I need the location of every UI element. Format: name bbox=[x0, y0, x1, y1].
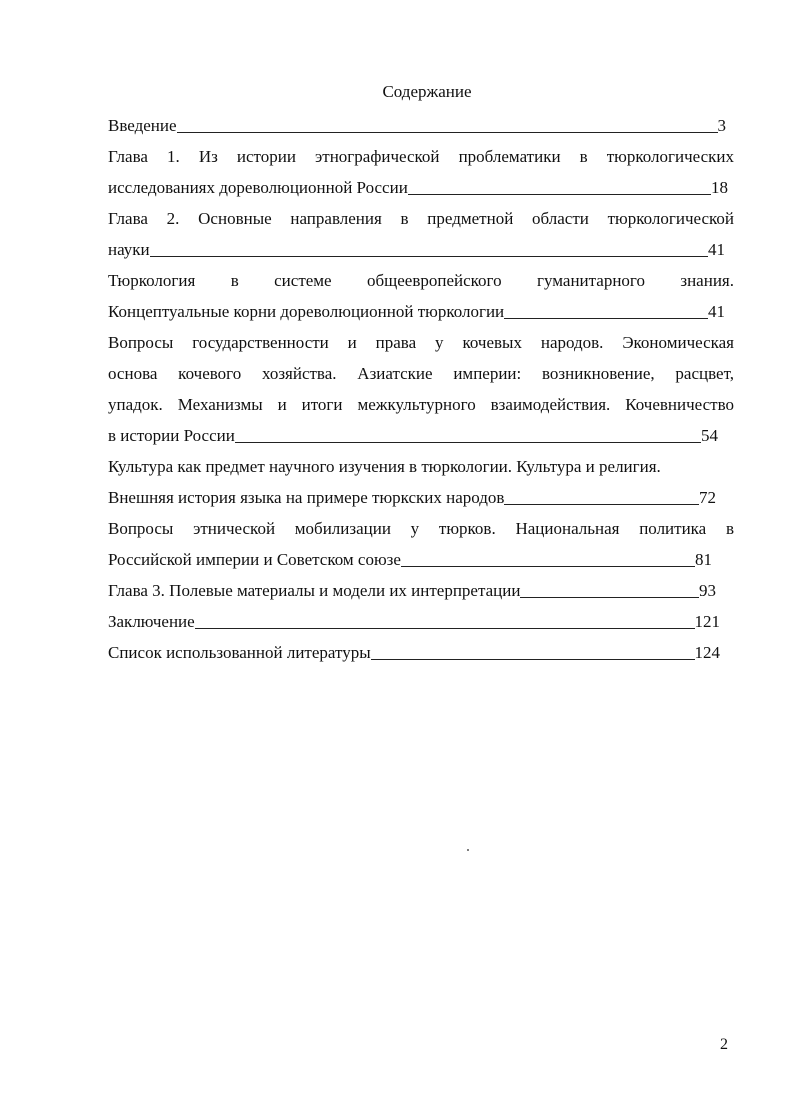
toc-entry-section-statehood[interactable] bbox=[108, 327, 734, 451]
toc-entry-last-line bbox=[108, 482, 716, 513]
toc-entry-text: Концептуальные корни дореволюционной тюркологии bbox=[108, 302, 505, 321]
toc-page-number: 18 bbox=[711, 178, 728, 197]
toc-entry-section-language[interactable] bbox=[108, 482, 734, 513]
toc-entry-text-line: Тюркология в системе общеевропейского гуманитарного знания. bbox=[108, 271, 734, 290]
toc-entry-conclusion[interactable] bbox=[108, 606, 734, 637]
toc-page-number: 121 bbox=[694, 612, 720, 631]
toc-entry-text: Внешняя история языка на примере тюркских народов bbox=[108, 488, 505, 507]
toc-entry-text-line: упадок. Механизмы и итоги межкультурного взаимодействия. Кочевничество bbox=[108, 395, 734, 414]
toc-leader-line bbox=[520, 597, 699, 598]
toc-entry-text: исследованиях дореволюционной России bbox=[108, 178, 408, 197]
toc-entry-section-mobilization[interactable] bbox=[108, 513, 734, 575]
toc-entry-bibliography[interactable] bbox=[108, 637, 734, 668]
toc-entry-text: Глава 3. Полевые материалы и модели их интерпретации bbox=[108, 581, 521, 600]
scan-speck bbox=[467, 849, 469, 851]
toc-leader-line bbox=[371, 659, 695, 660]
toc-entry-text: Список использованной литературы bbox=[108, 643, 371, 662]
toc-entry-chapter-3[interactable] bbox=[108, 575, 734, 606]
toc-entry-text: в истории России bbox=[108, 426, 235, 445]
toc-leader-line bbox=[235, 442, 701, 443]
toc-leader-line bbox=[195, 628, 695, 629]
toc-entry-section-culture[interactable] bbox=[108, 451, 734, 482]
toc-leader-line bbox=[177, 132, 718, 133]
toc-entry-chapter-2[interactable] bbox=[108, 203, 734, 265]
toc-entry-last-line bbox=[108, 420, 718, 451]
toc-page-number: 124 bbox=[694, 643, 720, 662]
toc-page-number: 93 bbox=[699, 581, 716, 600]
toc-entry-last-line bbox=[108, 234, 725, 265]
table-of-contents bbox=[108, 80, 734, 668]
toc-leader-line bbox=[504, 504, 699, 505]
toc-entry-chapter-1[interactable] bbox=[108, 141, 734, 203]
toc-leader-line bbox=[504, 318, 708, 319]
toc-entry-text: науки bbox=[108, 240, 150, 259]
toc-page-number: 54 bbox=[701, 426, 718, 445]
toc-entry-last-line bbox=[108, 544, 712, 575]
toc-entry-introduction[interactable] bbox=[108, 110, 734, 141]
toc-entry-section-turkology[interactable] bbox=[108, 265, 734, 327]
toc-leader-line bbox=[401, 566, 695, 567]
toc-leader-line bbox=[150, 256, 708, 257]
toc-page-number: 41 bbox=[708, 240, 725, 259]
toc-entry-last-line bbox=[108, 296, 725, 327]
toc-entry-last-line bbox=[108, 637, 720, 668]
toc-entry-last-line bbox=[108, 575, 716, 606]
toc-entry-text-line: Глава 2. Основные направления в предметной области тюркологической bbox=[108, 209, 734, 228]
toc-entry-last-line bbox=[108, 110, 726, 141]
toc-entry-text: Заключение bbox=[108, 612, 195, 631]
toc-page-number: 3 bbox=[717, 116, 726, 135]
toc-list bbox=[108, 110, 734, 668]
toc-page-number: 72 bbox=[699, 488, 716, 507]
toc-entry-text-line: основа кочевого хозяйства. Азиатские империи: возникновение, расцвет, bbox=[108, 364, 734, 383]
toc-page-number: 81 bbox=[695, 550, 712, 569]
toc-title: Содержание bbox=[382, 82, 472, 101]
toc-page-number: 41 bbox=[708, 302, 725, 321]
toc-entry-last-line bbox=[108, 606, 720, 637]
toc-entry-text: Российской империи и Советском союзе bbox=[108, 550, 401, 569]
page-number: 2 bbox=[720, 1036, 728, 1053]
toc-entry-text-line: Вопросы государственности и права у кочевых народов. Экономическая bbox=[108, 333, 734, 352]
toc-entry-text: Культура как предмет научного изучения в тюркологии. Культура и религия. bbox=[108, 457, 661, 476]
toc-entry-text: Введение bbox=[108, 116, 177, 135]
toc-leader-line bbox=[408, 194, 711, 195]
toc-entry-last-line bbox=[108, 172, 728, 203]
toc-entry-text-line: Вопросы этнической мобилизации у тюрков. Национальная политика в bbox=[108, 519, 734, 538]
toc-entry-text-line: Глава 1. Из истории этнографической проблематики в тюркологических bbox=[108, 147, 734, 166]
